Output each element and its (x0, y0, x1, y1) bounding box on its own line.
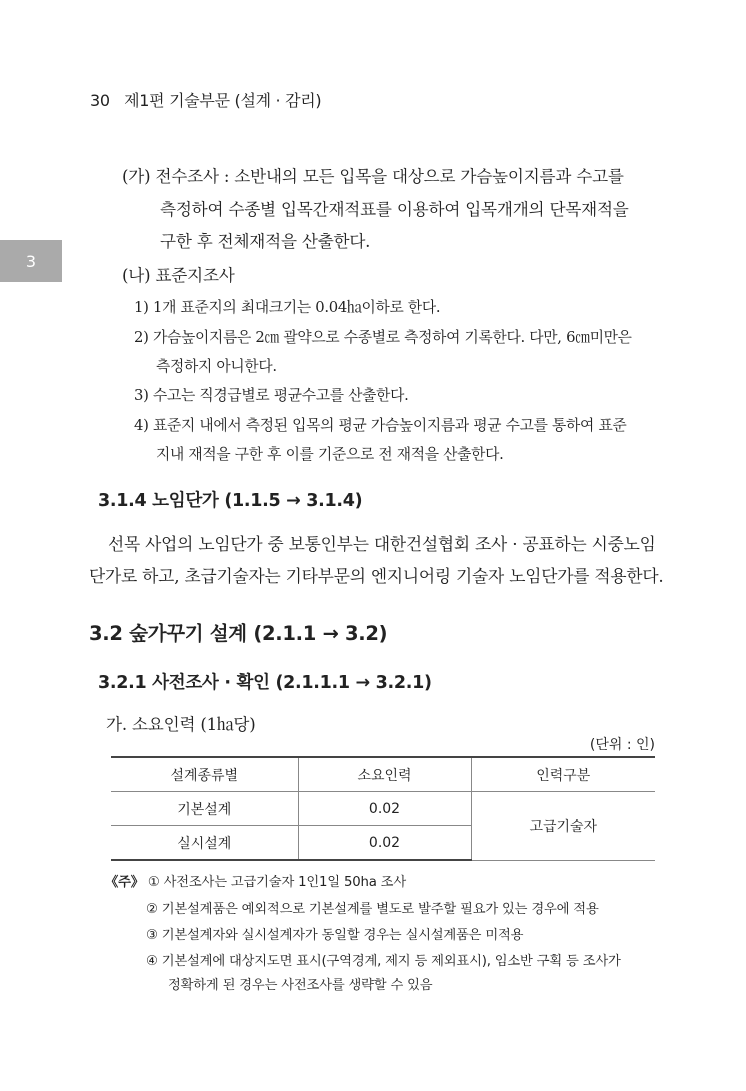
header-manpower: 소요인력 (298, 757, 471, 792)
table-header-row (111, 757, 655, 792)
chapter-tab-label: 3 (25, 251, 37, 271)
notes-line-1 (105, 871, 406, 890)
cell-manpower: 0.02 (298, 792, 471, 826)
note-item-3: ③ 기본설계자와 실시설계자가 동일할 경우는 실시설계품은 미적용 (146, 928, 524, 943)
subheading-ga: 가. 소요인력 (1㏊당) (106, 715, 256, 734)
manpower-table (111, 756, 655, 861)
section-ga-line1: (가) 전수조사 : 소반내의 모든 입목을 대상으로 가슴높이지름과 수고를 (122, 167, 624, 186)
header-title: 제1편 기술부문 (설계 · 감리) (124, 91, 322, 110)
list-item-2-cont: 측정하지 아니한다. (156, 358, 277, 375)
notes-label: 《주》 (105, 875, 144, 890)
list-item-2: 2) 가슴높이지름은 2㎝ 괄약으로 수종별로 측정하여 기록한다. 다만, 6㎝미만은 (134, 329, 632, 346)
list-item-4: 4) 표준지 내에서 측정된 입목의 평균 가슴높이지름과 평균 수고를 통하여 표준 (134, 417, 627, 434)
chapter-tab (0, 240, 62, 282)
page-header (90, 88, 321, 111)
section-ga-line3: 구한 후 전체재적을 산출한다. (160, 232, 371, 251)
section-ga-line2: 측정하여 수종별 입목간재적표를 이용하여 입목개개의 단목재적을 (160, 200, 629, 219)
cell-category: 고급기술자 (471, 792, 655, 861)
body-line-1: 선목 사업의 노임단가 중 보통인부는 대한건설협회 조사 · 공표하는 시중노임 (108, 534, 656, 554)
cell-manpower: 0.02 (298, 826, 471, 861)
note-item-2: ② 기본설계품은 예외적으로 기본설계를 별도로 발주할 필요가 있는 경우에 적용 (146, 902, 599, 917)
header-category: 인력구분 (471, 757, 655, 792)
header-design-type: 설계종류별 (111, 757, 298, 792)
table-row (111, 792, 655, 826)
cell-design-type: 기본설계 (111, 792, 298, 826)
note-item-4: ④ 기본설계에 대상지도면 표시(구역경계, 제지 등 제외표시), 임소반 구획 등 조사가 (146, 954, 621, 969)
cell-design-type: 실시설계 (111, 826, 298, 861)
page-number: 30 (90, 91, 110, 110)
list-item-4-cont: 지내 재적을 구한 후 이를 기준으로 전 재적을 산출한다. (156, 446, 504, 463)
heading-3-2: 3.2 숲가꾸기 설계 (2.1.1 → 3.2) (89, 622, 388, 645)
note-item-4-cont: 정확하게 된 경우는 사전조사를 생략할 수 있음 (168, 978, 433, 993)
list-item-1: 1) 1개 표준지의 최대크기는 0.04㏊이하로 한다. (134, 299, 441, 316)
table-unit: (단위 : 인) (589, 737, 655, 753)
heading-3-1-4: 3.1.4 노임단가 (1.1.5 → 3.1.4) (98, 491, 363, 511)
list-item-3: 3) 수고는 직경급별로 평균수고를 산출한다. (134, 387, 409, 404)
section-na-title: (나) 표준지조사 (122, 266, 235, 285)
heading-3-2-1: 3.2.1 사전조사 · 확인 (2.1.1.1 → 3.2.1) (98, 673, 432, 693)
body-line-2: 단가로 하고, 초급기술자는 기타부문의 엔지니어링 기술자 노임단가를 적용한다. (89, 566, 664, 586)
note-item-1: ① 사전조사는 고급기술자 1인1일 50ha 조사 (147, 875, 406, 890)
